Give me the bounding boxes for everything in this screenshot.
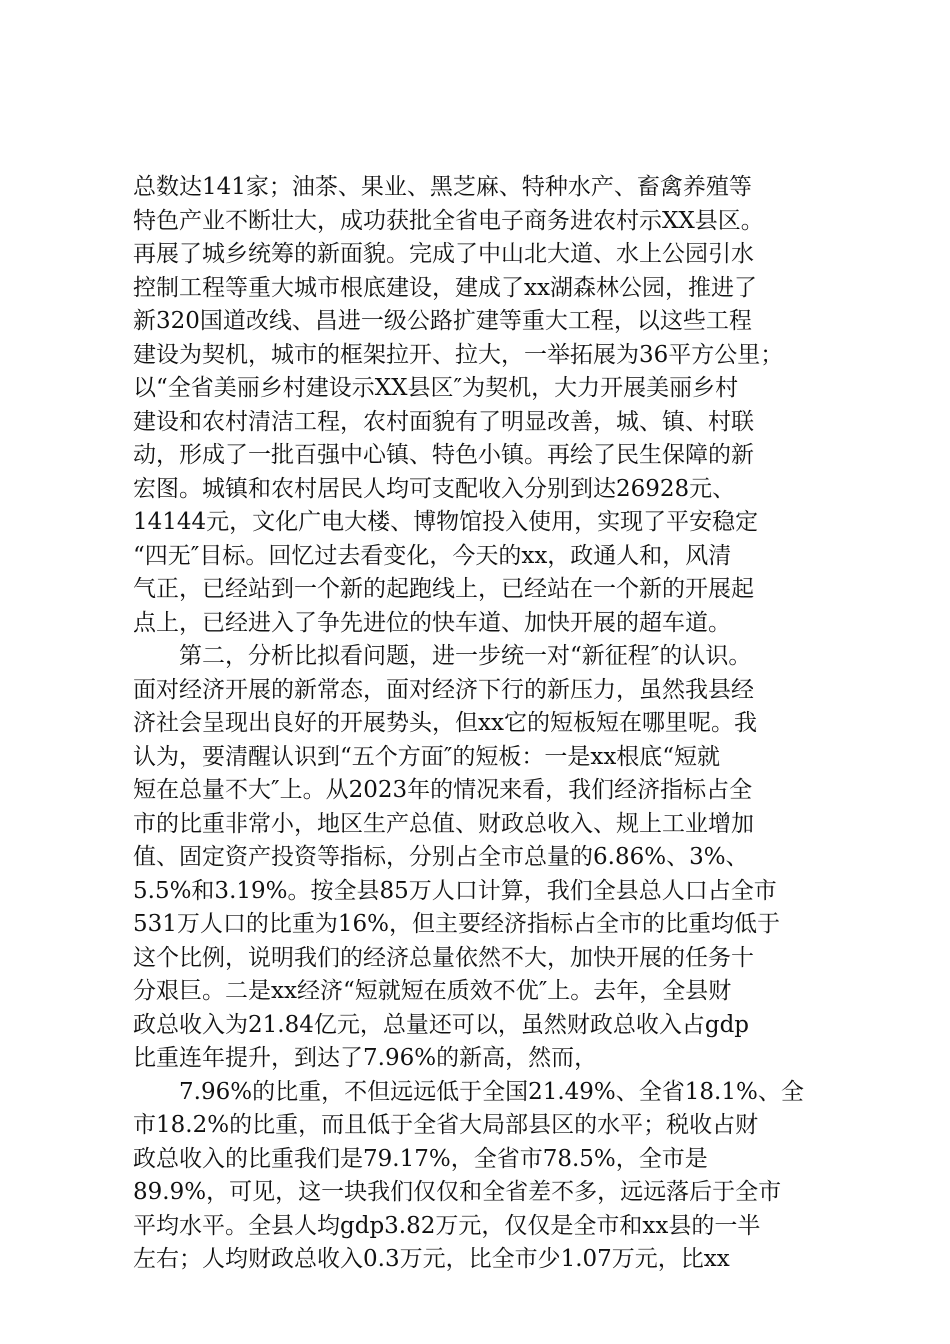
text-line: 济社会呈现出良好的开展势头，但xx它的短板短在哪里呢。我 (133, 710, 757, 736)
text-line: 新320国道改线、昌进一级公路扩建等重大工程，以这些工程 (133, 308, 752, 334)
text-line: 这个比例，说明我们的经济总量依然不大，加快开展的任务十 (133, 944, 754, 971)
text-line: 89.9%，可见，这一块我们仅仅和全省差不多，远远落后于全市 (133, 1179, 782, 1205)
text-line: 市18.2%的比重，而且低于全省大局部县区的水平；税收占财 (133, 1112, 759, 1138)
text-line: 气正，已经站到一个新的起跑线上，已经站在一个新的开展起 (133, 576, 754, 602)
text-line: 政总收入为21.84亿元，总量还可以，虽然财政总收入占gdp (133, 1011, 750, 1038)
text-line: 531万人口的比重为16%，但主要经济指标占全市的比重均低于 (133, 911, 781, 937)
text-line: “四无″目标。回忆过去看变化，今天的xx，政通人和，风清 (133, 542, 732, 569)
text-line: 建设为契机，城市的框架拉开、拉大，一举拓展为36平方公里； (133, 341, 784, 368)
text-line: 短在总量不大″上。从2023年的情况来看，我们经济指标占全 (133, 777, 753, 803)
text-line: 点上，已经进入了争先进位的快车道、加快开展的超车道。 (133, 609, 731, 636)
text-line: 特色产业不断壮大，成功获批全省电子商务进农村示XX县区。 (133, 207, 764, 234)
text-line: 以“全省美丽乡村建设示XX县区″为契机，大力开展美丽乡村 (133, 375, 739, 401)
paragraph-start-line: 第二，分析比拟看问题，进一步统一对“新征程″的认识。 (179, 643, 752, 669)
text-line: 值、固定资产投资等指标，分别占全市总量的6.86%、3%、 (133, 844, 749, 870)
text-line: 政总收入的比重我们是79.17%，全省市78.5%，全市是 (133, 1145, 708, 1172)
text-line: 认为，要清醒认识到“五个方面″的短板：一是xx根底“短就 (133, 743, 721, 770)
text-line: 比重连年提升，到达了7.96%的新高，然而， (133, 1045, 598, 1071)
text-line: 5.5%和3.19%。按全县85万人口计算，我们全县总人口占全市 (133, 877, 777, 904)
text-line: 宏图。城镇和农村居民人均可支配收入分别到达26928元、 (133, 475, 736, 502)
text-line: 分艰巨。二是xx经济“短就短在质效不优″上。去年，全县财 (133, 978, 732, 1004)
text-line: 动，形成了一批百强中心镇、特色小镇。再绘了民生保障的新 (133, 442, 754, 468)
text-line: 总数达141家；油茶、果业、黑芝麻、特种水产、畜禽养殖等 (133, 174, 752, 200)
document-body (133, 171, 833, 1277)
paragraph-start-line: 7.96%的比重，不但远远低于全国21.49%、全省18.1%、全 (179, 1078, 804, 1105)
text-line: 市的比重非常小，地区生产总值、财政总收入、规上工业增加 (133, 810, 754, 837)
text-line: 14144元，文化广电大楼、博物馆投入使用，实现了平安稳定 (133, 509, 759, 535)
text-line: 左右；人均财政总收入0.3万元，比全市少1.07万元，比xx (133, 1246, 730, 1272)
text-line: 再展了城乡统筹的新面貌。完成了中山北大道、水上公园引水 (133, 241, 754, 267)
text-line: 建设和农村清洁工程，农村面貌有了明显改善，城、镇、村联 (133, 408, 754, 435)
text-line: 面对经济开展的新常态，面对经济下行的新压力，虽然我县经 (133, 676, 754, 703)
text-line: 平均水平。全县人均gdp3.82万元，仅仅是全市和xx县的一半 (133, 1212, 761, 1239)
text-line: 控制工程等重大城市根底建设，建成了xx湖森林公园，推进了 (133, 274, 757, 301)
